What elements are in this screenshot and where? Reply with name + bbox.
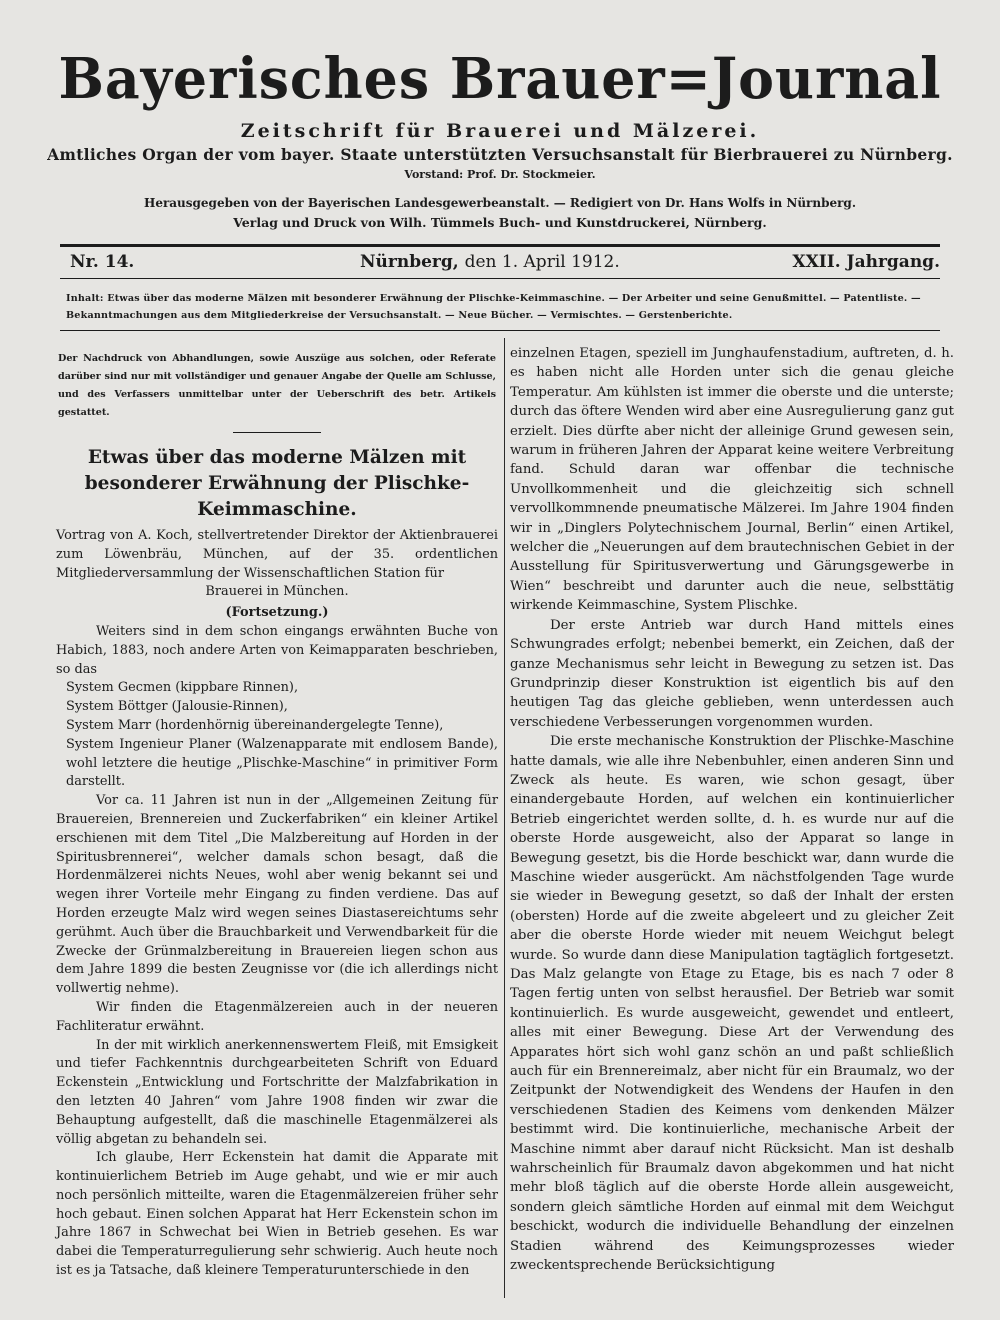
right-column [510, 344, 954, 1276]
list-item: System Marr (hordenhörnig übereinandergelegte Tenne), [66, 717, 444, 733]
official-organ-line: Amtliches Organ der vom bayer. Staate unterstützten Versuchsanstalt für Bierbrauerei zu Nürnberg. [47, 145, 953, 164]
issue-number: Nr. 14. [70, 252, 135, 272]
column-divider [504, 338, 505, 1298]
paragraph: einzelnen Etagen, speziell im Junghaufenstadium, auftreten, d. h. es haben nicht alle Horden unter sich die genau gleiche Temperatur. Am kühlsten ist immer die oberste und die unterste; durch das öftere Wenden wird aber eine Ausregulierung ganz gut erzielt. Dies dürfte aber nicht der alleinige Grund gewesen sein, warum in früheren Jahren der Apparat keine weitere Verbreitung fand. Schuld daran war offenbar die technische Unvollkommenheit und die gleichzeitig sich schnell vervollkommnende pneumatische Mälzerei. Im Jahre 1904 finden wir in „Dinglers Polytechnischem Journal, Berlin“ einen Artikel, welcher die „Neuerungen auf dem brautechnischen Gebiet in der Ausstellung für Spiritusverwertung und Gärungsgewerbe in Wien“ beschreibt und darunter auch die neue, selbsttätig wirkende Keimmaschine, System Plischke. [510, 346, 954, 614]
reprint-notice: Der Nachdruck von Abhandlungen, sowie Auszüge aus solchen, oder Referate darüber sind nur mit vollständiger und genauer Angabe der Quelle am Schlusse, und des Verfassers unmittelbar unter der Ueberschrift des betr. Artikels gestattet. [58, 353, 496, 418]
journal-subtitle: Zeitschrift für Brauerei und Mälzerei. [240, 120, 760, 142]
paragraph: In der mit wirklich anerkennenswertem Fleiß, mit Emsigkeit und tiefer Fachkenntnis durchgearbeiteten Schrift von Eduard Eckenstein „Entwicklung und Fortschritte der Malzfabrikation in den letzten 40 Jahren“ vom Jahre 1908 finden wir zwar die Behauptung aufgestellt, daß die maschinelle Etagenmälzerei als völlig abgetan zu behandeln sei. [56, 1037, 498, 1147]
issue-volume: XXII. Jahrgang. [792, 252, 940, 272]
issue-info [70, 252, 940, 278]
article-byline: Vortrag von A. Koch, stellvertretender Direktor der Aktienbrauerei zum Löwenbräu, München, auf der 35. ordentlichen Mitgliederversammlung der Wissenschaftlichen Station für [56, 528, 498, 581]
contents-label: Inhalt: [66, 293, 104, 304]
article-byline-end: Brauerei in München. [205, 584, 349, 600]
header-rule-top [60, 244, 940, 247]
left-column [56, 344, 498, 1281]
paragraph: Der erste Antrieb war durch Hand mittels eines Schwungrades erfolgt; nebenbei bemerkt, ein Zeichen, daß der ganze Mechanismus sehr leicht in Bewegung zu setzen ist. Das Grundprinzip dieser Konstruktion ist eigentlich bis auf den heutigen Tag das gleiche geblieben, wenn unterdessen auch verschiedene Verbesserungen vorgenommen wurden. [510, 617, 954, 730]
continuation-label: (Fortsetzung.) [225, 605, 329, 621]
issue-place-date [360, 252, 620, 272]
list-item: System Ingenieur Planer (Walzenapparate mit endlosem Bande), wohl letztere die heutige „Plischke-Maschine“ in primitiver Form darstellt. [66, 736, 498, 790]
issue-date: den 1. April 1912. [464, 252, 620, 272]
table-of-contents [66, 290, 942, 324]
header-rule-middle [60, 278, 940, 279]
board-line: Vorstand: Prof. Dr. Stockmeier. [404, 168, 596, 181]
paragraph: Vor ca. 11 Jahren ist nun in der „Allgemeinen Zeitung für Brauereien, Brennereien und Zuckerfabriken“ ein kleiner Artikel erschienen mit dem Titel „Die Malzbereitung auf Horden in der Spiritusbrennerei“, welcher damals schon besagt, daß die Hordenmälzerei nichts Neues, wohl aber wenig bekannt sei und wegen ihrer Vorteile mehr Eingang zu finden verdiene. Das auf Horden erzeugte Malz wird wegen seines Diastasereichtums sehr gerühmt. Auch über die Brauchbarkeit und Verwendbarkeit für die Zwecke der Grünmalzbereitung in Brauereien liegen schon aus dem Jahre 1899 die besten Zeugnisse vor (die ich allerdings nicht vollwertig nehme). [56, 793, 498, 997]
contents-text: Etwas über das moderne Mälzen mit besonderer Erwähnung der Plischke-Keimmaschine. — Der Arbeiter und seine Genußmittel. — Patentliste. — Bekanntmachungen aus dem Mitgliederkreise der Versuchsanstalt. — Neue Bücher. — Vermischtes. — Gerstenberichte. [66, 293, 921, 321]
paragraph: Wir finden die Etagenmälzereien auch in der neueren Fachliteratur erwähnt. [56, 999, 498, 1034]
systems-list [56, 679, 498, 792]
header-rule-bottom [60, 330, 940, 331]
article-intro: Weiters sind in dem schon eingangs erwähnten Buche von Habich, 1883, noch andere Arten von Keimapparaten beschrieben, so das [56, 623, 498, 677]
journal-title: Bayerisches Brauer=Journal [58, 46, 942, 112]
masthead [40, 42, 960, 232]
publisher-line: Herausgegeben von der Bayerischen Landesgewerbeanstalt. — Redigiert von Dr. Hans Wolfs in Nürnberg. [143, 196, 857, 210]
paragraph: Ich glaube, Herr Eckenstein hat damit die Apparate mit kontinuierlichem Betrieb im Auge gehabt, und wie er mir auch noch persönlich mitteilte, waren die Etagenmälzereien früher sehr hoch gebaut. Einen solchen Apparat hat Herr Eckenstein schon im Jahre 1867 in Schwechat bei Wien in Betrieb gesehen. Es war dabei die Temperaturregulierung sehr schwierig. Auch heute noch ist es ja Tatsache, daß kleinere Temperaturunterschiede in den [56, 1150, 498, 1279]
printer-line: Verlag und Druck von Wilh. Tümmels Buch- und Kunstdruckerei, Nürnberg. [233, 215, 767, 230]
list-item: System Böttger (Jalousie-Rinnen), [66, 699, 288, 715]
list-item: System Gecmen (kippbare Rinnen), [66, 680, 299, 696]
paragraph: Die erste mechanische Konstruktion der Plischke-Maschine hatte damals, wie alle ihre Nebenbuhler, einen anderen Sinn und Zweck als heute. Es waren, wie schon gesagt, über einandergebaute Horden, auf welchen ein kontinuierlicher Betrieb eingerichtet werden sollte, d. h. es wurde nur auf die oberste Horde ausgeweicht, also der Apparat so lange in Bewegung gesetzt, bis die Horde beschickt war, dann wurde die Maschine wieder ausgerückt. Am nächstfolgenden Tage wurde sie wieder in Bewegung gesetzt, so daß der Inhalt der ersten (obersten) Horde auf die zweite abgeleert und zu gleicher Zeit aber die oberste Horde wieder mit neuem Weichgut belegt wurde. So wurde dann diese Manipulation tagtäglich fortgesetzt. Das Malz gelangte von Etage zu Etage, bis es nach 7 oder 8 Tagen fertig unten von selbst herausfiel. Der Betrieb war somit kontinuierlich. Es wurde ausgeweicht, gewendet und entleert, alles mit einer Bewegung. Diese Art der Verwendung des Apparates hört sich wohl ganz schön an und paßt schließlich auch für ein Brennereimalz, aber nicht für ein Braumalz, wo der Zeitpunkt der Notwendigkeit des Wendens der Haufen in den verschiedenen Stadien des Keimens vom denkenden Mälzer bestimmt wird. Die kontinuierliche, mechanische Arbeit der Maschine nimmt aber darauf nicht Rücksicht. Man ist deshalb wahrscheinlich für Braumalz davon abgekommen und hat nicht mehr bloß täglich auf die oberste Horde allein ausgeweicht, sondern gleich sämtliche Horden auf einmal mit dem Weichgut beschickt, wodurch die individuelle Behandlung der einzelnen Stadien während des Keimungsprozesses wieder zweckentsprechende Berücksichtigung [510, 734, 954, 1274]
article-title: Etwas über das moderne Mälzen mit besonderer Erwähnung der Plischke-Keimmaschine. [84, 447, 470, 520]
notice-rule [233, 432, 321, 433]
issue-city: Nürnberg, [360, 252, 459, 272]
